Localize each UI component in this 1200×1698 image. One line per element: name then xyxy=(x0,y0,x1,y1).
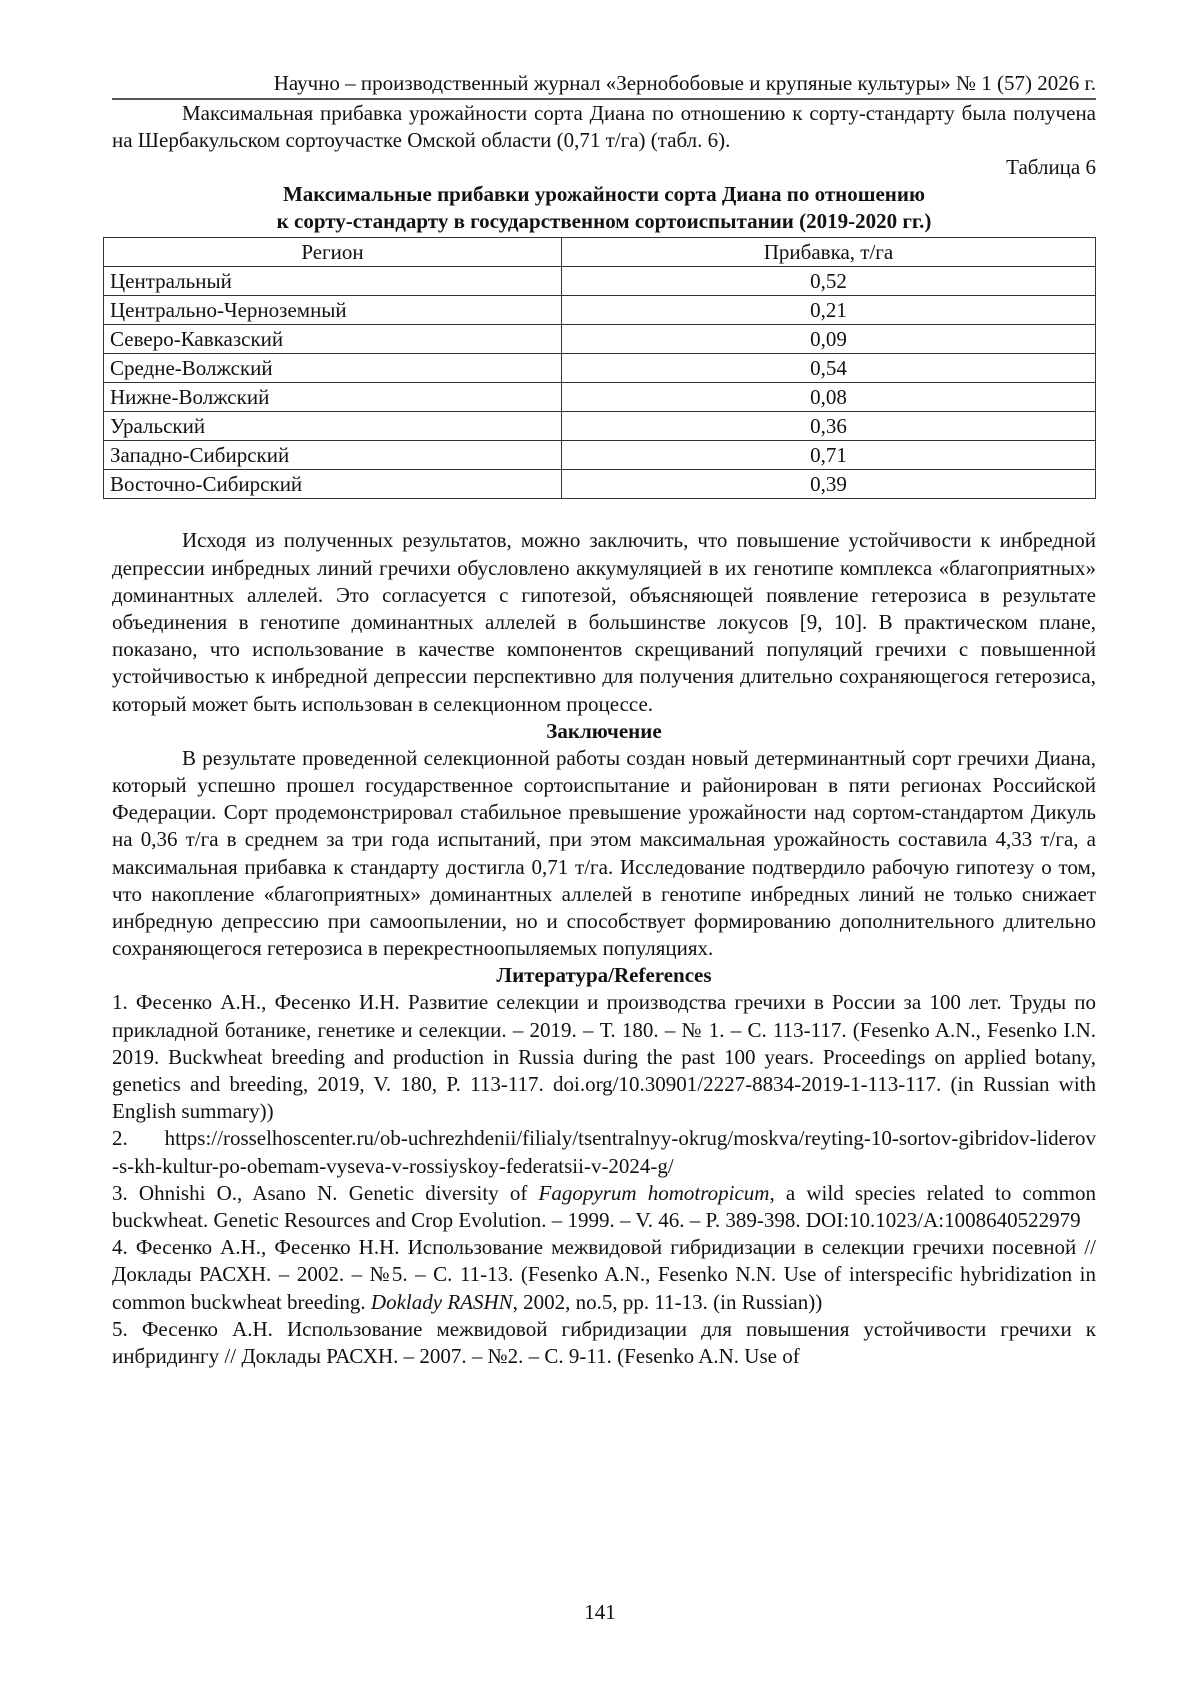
references-heading: Литература/References xyxy=(496,963,712,988)
reference-3-text-start: 3. Ohnishi O., Asano N. Genetic diversity of xyxy=(112,1180,539,1205)
region-cell: Северо-Кавказский xyxy=(104,325,562,354)
conclusion-paragraph: В результате проведенной селекционной работы создан новый детерминантный сорт гречихи Диана, который успешно прошел государственное сортоиспытание и районирован в пяти регионах Российской Федерации. Сорт продемонстрировал стабильное превышение урожайности над сортом-стандартом Дикуль на 0,36 т/га в среднем за три года испытаний, при этом максимальная урожайность составила 4,33 т/га, а максимальная прибавка к стандарту достигла 0,71 т/га. Исследование подтвердило рабочую гипотезу о том, что накопление «благоприятных» доминантных аллелей в генотипе инбредных линий не только снижает инбредную депрессию при самоопылении, но и способствует формированию дополнительного длительно сохраняющегося гетерозиса в перекрестноопыляемых популяциях. xyxy=(112,745,1096,961)
intro-paragraph: Максимальная прибавка урожайности сорта Диана по отношению к сорту-стандарту была получена на Шербакульском сортоучастке Омской области (0,71 т/га) (табл. 6). xyxy=(112,101,1096,153)
gain-cell: 0,09 xyxy=(562,325,1096,354)
gain-cell: 0,71 xyxy=(562,441,1096,470)
gain-cell: 0,08 xyxy=(562,383,1096,412)
reference-4-text-end: , 2002, no.5, pp. 11-13. (in Russian)) xyxy=(512,1289,823,1314)
region-cell: Средне-Волжский xyxy=(104,354,562,383)
reference-4-text-start: 4. Фесенко А.Н., Фесенко Н.Н. Использование межвидовой гибридизации в селекции гречихи посевной // Доклады РАСХН. – 2002. – №5. – С. 11-13. (Fesenko A.N., Fesenko N.N. Use of interspecific hybridization in common buckwheat breeding. xyxy=(112,1235,1096,1314)
region-cell: Уральский xyxy=(104,412,562,441)
reference-5: 5. Фесенко А.Н. Использование межвидовой гибридизации для повышения устойчивости гречихи к инбридингу // Доклады РАСХН. – 2007. – №2. – С. 9-11. (Fesenko A.N. Use of xyxy=(112,1316,1096,1369)
region-cell: Западно-Сибирский xyxy=(104,441,562,470)
region-cell: Восточно-Сибирский xyxy=(104,470,562,499)
table-row xyxy=(104,267,1096,296)
column-header-gain: Прибавка, т/га xyxy=(562,238,1096,267)
table-6 xyxy=(103,237,1096,499)
reference-3-text-end: , a wild species related to common buckwheat. Genetic Resources and Crop Evolution. – 1999. – V. 46. – P. 389-398. DOI:10.1023/A:1008640522979 xyxy=(112,1180,1097,1233)
reference-4 xyxy=(112,1234,1096,1316)
gain-cell: 0,21 xyxy=(562,296,1096,325)
reference-3-species-name: Fagopyrum homotropicum xyxy=(538,1180,770,1205)
spacer xyxy=(112,499,1096,527)
gain-cell: 0,52 xyxy=(562,267,1096,296)
region-cell: Центральный xyxy=(104,267,562,296)
page-number: 141 xyxy=(584,1600,616,1624)
table-header-row xyxy=(104,238,1096,267)
gain-cell: 0,54 xyxy=(562,354,1096,383)
conclusion-heading: Заключение xyxy=(546,718,662,743)
running-header: Научно – производственный журнал «Зернобобовые и крупяные культуры» № 1 (57) 2026 г. xyxy=(112,70,1096,100)
region-cell: Центрально-Черноземный xyxy=(104,296,562,325)
table-title-line-2: к сорту-стандарту в государственном сортоиспытании (2019-2020 гг.) xyxy=(276,209,932,234)
reference-4-journal-name: Doklady RASHN xyxy=(370,1289,513,1314)
table-title-line-1: Максимальные прибавки урожайности сорта Диана по отношению xyxy=(282,182,926,207)
reference-1: 1. Фесенко А.Н., Фесенко И.Н. Развитие селекции и производства гречихи в России за 100 лет. Труды по прикладной ботанике, генетике и селекции. – 2019. – Т. 180. – № 1. – С. 113-117. (Fesenko A.N., Fesenko I.N. 2019. Buckwheat breeding and production in Russia during the past 100 years. Proceedings on applied botany, genetics and breeding, 2019, V. 180, P. 113-117. doi.org/10.30901/2227-8834-2019-1-113-117. (in Russian with English summary)) xyxy=(112,990,1096,1124)
discussion-paragraph: Исходя из полученных результатов, можно заключить, что повышение устойчивости к инбредной депрессии инбредных линий гречихи обусловлено аккумуляцией в их генотипе комплекса «благоприятных» доминантных аллелей. Это согласуется с гипотезой, объясняющей появление гетерозиса в результате объединения в генотипе доминантных аллелей в большинстве локусов [9, 10]. В практическом плане, показано, что использование в качестве компонентов скрещиваний популяций гречихи с повышенной устойчивостью к инбредной депрессии перспективно для получения длительно сохраняющегося гетерозиса, который может быть использован в селекционном процессе. xyxy=(112,528,1096,716)
gain-cell: 0,39 xyxy=(562,470,1096,499)
region-cell: Нижне-Волжский xyxy=(104,383,562,412)
gain-cell: 0,36 xyxy=(562,412,1096,441)
reference-3 xyxy=(112,1180,1096,1234)
reference-2 xyxy=(112,1125,1096,1179)
table-row xyxy=(104,470,1096,499)
reference-2-number: 2. xyxy=(112,1126,128,1151)
table-row xyxy=(104,412,1096,441)
table-row xyxy=(104,296,1096,325)
column-header-region: Регион xyxy=(104,238,562,267)
table-row xyxy=(104,383,1096,412)
table-label: Таблица 6 xyxy=(1006,155,1096,180)
document-page xyxy=(112,70,1096,1370)
table-row xyxy=(104,325,1096,354)
reference-2-link[interactable]: https://rosselhoscenter.ru/ob-uchrezhdenii/filialy/tsentralnyy-okrug/moskva/reyting-10-sortov-gibridov-liderov-s-kh-kultur-po-obemam-vyseva-v-rossiyskoy-federatsii-v-2024-g/ xyxy=(112,1126,1096,1178)
table-row xyxy=(104,354,1096,383)
table-row xyxy=(104,441,1096,470)
